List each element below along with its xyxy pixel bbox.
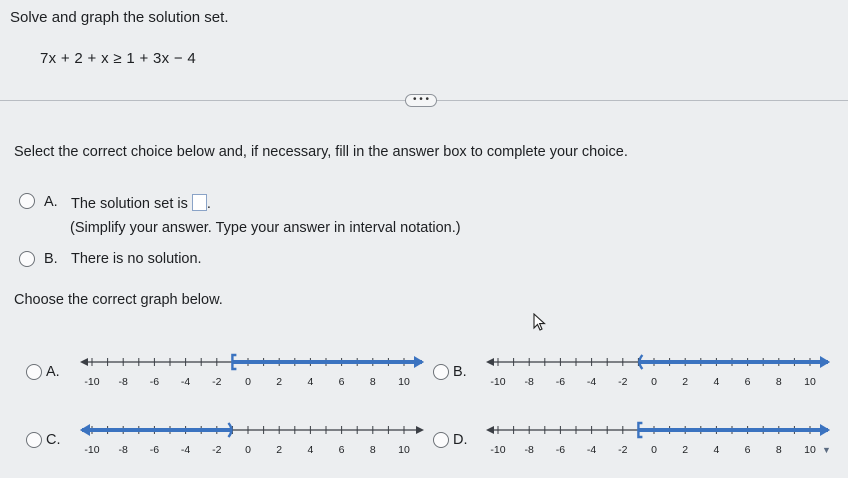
tick-label: 0 bbox=[245, 444, 251, 456]
tick-label: 8 bbox=[775, 376, 782, 388]
tick-label: -10 bbox=[490, 376, 506, 388]
tick-label: 6 bbox=[744, 376, 751, 388]
tick-label: 2 bbox=[682, 376, 689, 388]
choice-a-text: The solution set is bbox=[71, 196, 188, 212]
tick-label: -4 bbox=[180, 376, 191, 388]
tick-label: -2 bbox=[212, 376, 222, 388]
choice-a-letter: A. bbox=[44, 194, 58, 210]
answer-format-hint: (Simplify your answer. Type your answer in interval notation.) bbox=[70, 220, 461, 236]
tick-label: 4 bbox=[307, 376, 314, 388]
left-arrow-icon bbox=[80, 358, 88, 366]
tick-label: -10 bbox=[84, 444, 100, 456]
tick-label: 4 bbox=[713, 376, 720, 388]
tick-label: 6 bbox=[338, 376, 345, 388]
tick-label: -6 bbox=[149, 376, 160, 388]
number-line-a bbox=[72, 350, 432, 398]
graph-c-radio[interactable] bbox=[26, 432, 42, 448]
tick-label: 8 bbox=[369, 376, 376, 388]
tick-label: 0 bbox=[651, 376, 657, 388]
tick-label: 10 bbox=[804, 444, 816, 456]
right-arrow-icon bbox=[416, 426, 424, 434]
shade-arrow-icon bbox=[80, 424, 90, 436]
answer-input-box[interactable] bbox=[192, 194, 207, 211]
number-line-b bbox=[478, 350, 838, 398]
choice-b-text: There is no solution. bbox=[71, 251, 202, 267]
tick-label: -4 bbox=[586, 376, 597, 388]
tick-label: -6 bbox=[149, 444, 160, 456]
tick-label: 6 bbox=[338, 444, 345, 456]
choice-a-suffix: . bbox=[206, 196, 211, 212]
graph-a-radio[interactable] bbox=[26, 364, 42, 380]
choice-a-row bbox=[71, 194, 211, 212]
tick-label: -8 bbox=[524, 376, 534, 388]
tick-label: 2 bbox=[276, 444, 283, 456]
inequality-equation: 7x + 2 + x ≥ 1 + 3x − 4 bbox=[40, 50, 197, 67]
instructions-text: Select the correct choice below and, if necessary, fill in the answer box to complete your choice. bbox=[14, 144, 628, 160]
graph-d-letter: D. bbox=[453, 432, 468, 448]
tick-label: 0 bbox=[651, 444, 657, 456]
left-arrow-icon bbox=[486, 358, 494, 366]
tick-label: 6 bbox=[744, 444, 751, 456]
graph-b-letter: B. bbox=[453, 364, 467, 380]
choice-a-radio[interactable] bbox=[19, 193, 35, 209]
tick-label: 10 bbox=[398, 444, 410, 456]
tick-label: 4 bbox=[713, 444, 720, 456]
graph-d-radio[interactable] bbox=[433, 432, 449, 448]
choice-b-letter: B. bbox=[44, 251, 58, 267]
tick-label: -8 bbox=[118, 444, 128, 456]
tick-label: -4 bbox=[586, 444, 597, 456]
tick-label: 4 bbox=[307, 444, 314, 456]
tick-label: 10 bbox=[804, 376, 816, 388]
shade-arrow-icon bbox=[414, 356, 424, 368]
scroll-down-icon[interactable]: ▼ bbox=[822, 445, 831, 455]
graph-c-letter: C. bbox=[46, 432, 61, 448]
tick-label: -10 bbox=[490, 444, 506, 456]
tick-label: -8 bbox=[524, 444, 534, 456]
tick-label: 8 bbox=[369, 444, 376, 456]
tick-label: -2 bbox=[212, 444, 222, 456]
tick-label: 2 bbox=[276, 376, 283, 388]
number-line-d bbox=[478, 418, 838, 466]
graph-a-letter: A. bbox=[46, 364, 60, 380]
question-title: Solve and graph the solution set. bbox=[10, 9, 229, 26]
tick-label: -10 bbox=[84, 376, 100, 388]
tick-label: -6 bbox=[555, 376, 566, 388]
tick-label: 0 bbox=[245, 376, 251, 388]
mouse-cursor-icon bbox=[533, 313, 549, 338]
tick-label: -2 bbox=[618, 376, 628, 388]
number-line-c bbox=[72, 418, 432, 466]
tick-label: 2 bbox=[682, 444, 689, 456]
left-arrow-icon bbox=[486, 426, 494, 434]
choice-b-radio[interactable] bbox=[19, 251, 35, 267]
more-options-button[interactable]: • • • bbox=[405, 94, 437, 107]
shade-arrow-icon bbox=[820, 424, 830, 436]
tick-label: 10 bbox=[398, 376, 410, 388]
graph-prompt: Choose the correct graph below. bbox=[14, 292, 223, 308]
shade-arrow-icon bbox=[820, 356, 830, 368]
graph-b-radio[interactable] bbox=[433, 364, 449, 380]
tick-label: 8 bbox=[775, 444, 782, 456]
tick-label: -4 bbox=[180, 444, 191, 456]
tick-label: -2 bbox=[618, 444, 628, 456]
tick-label: -8 bbox=[118, 376, 128, 388]
tick-label: -6 bbox=[555, 444, 566, 456]
